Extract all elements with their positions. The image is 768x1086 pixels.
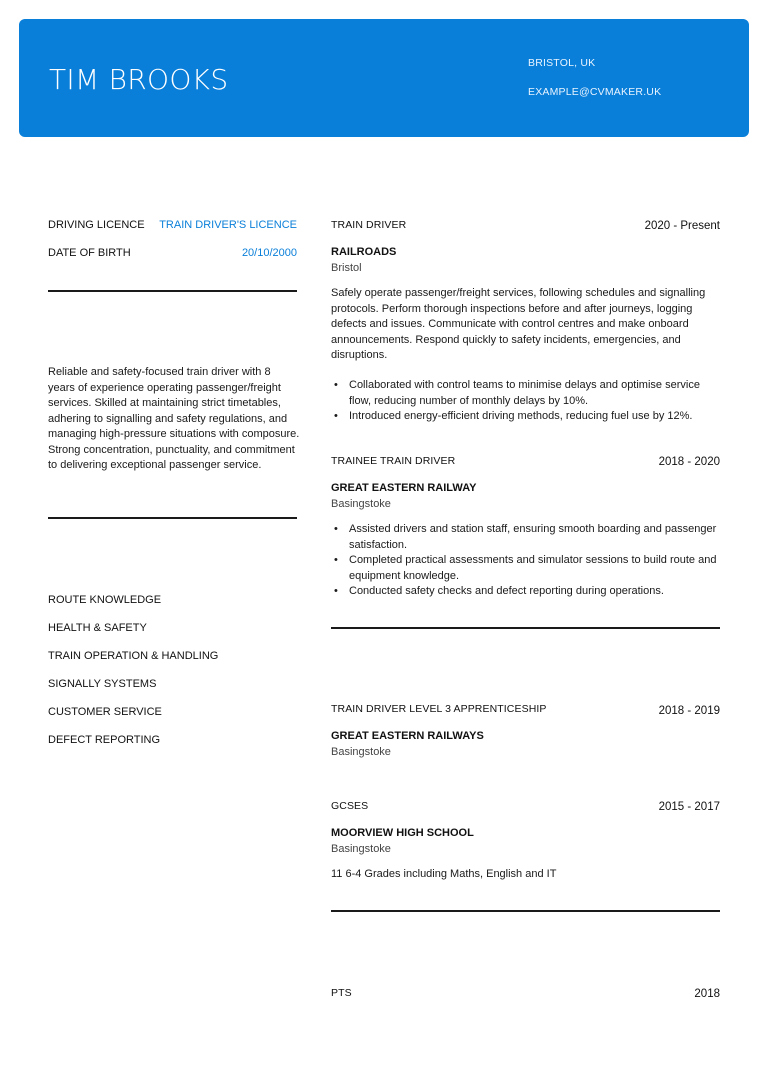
skills-list <box>48 593 218 761</box>
skill-item: SIGNALLY SYSTEMS <box>48 678 157 690</box>
job-dates: 2018 - 2020 <box>658 456 720 468</box>
info-value: TRAIN DRIVER'S LICENCE <box>159 219 297 231</box>
skill-item: ROUTE KNOWLEDGE <box>48 594 162 606</box>
info-label: DATE OF BIRTH <box>48 247 131 259</box>
section-divider <box>331 910 720 912</box>
header-banner <box>19 19 749 137</box>
skill-item: HEALTH & SAFETY <box>48 622 147 634</box>
company-city: Bristol <box>331 262 362 274</box>
skill-item: TRAIN OPERATION & HANDLING <box>48 650 219 662</box>
job-title: TRAIN DRIVER <box>331 219 407 231</box>
section-divider <box>48 290 297 292</box>
institution-city: Basingstoke <box>331 746 391 758</box>
education-note: 11 6-4 Grades including Maths, English and IT <box>331 868 557 880</box>
job-dates: 2020 - Present <box>644 220 720 232</box>
institution-city: Basingstoke <box>331 843 391 855</box>
education-title: TRAIN DRIVER LEVEL 3 APPRENTICESHIP <box>331 703 547 715</box>
candidate-name: TIM BROOKS <box>49 63 229 96</box>
job-achievements <box>331 378 723 425</box>
certificate-title: PTS <box>331 987 352 999</box>
education-title: GCSES <box>331 800 369 812</box>
education-dates: 2015 - 2017 <box>658 801 720 813</box>
skill-item: CUSTOMER SERVICE <box>48 706 162 718</box>
list-item: • Conducted safety checks and defect reporting during operations. <box>331 584 723 600</box>
work-experience-heading: WORK EXPERIENCE <box>330 176 465 198</box>
additional-info-heading: ADDITIONAL INFO <box>48 176 170 198</box>
institution-name: GREAT EASTERN RAILWAYS <box>331 730 484 742</box>
skills-heading: SKILLS <box>48 550 111 572</box>
job-summary: Safely operate passenger/freight services, following schedules and signalling protocols. Perform thorough inspections before and after journeys, logging defects and issues. Communicate with control centres and make onboard announcements. Respond quickly to safety incidents, emergencies, and disruptions. <box>331 287 706 361</box>
certificate-year: 2018 <box>694 988 720 1000</box>
education-heading: EDUCATION <box>330 661 420 683</box>
job-achievements <box>331 522 723 600</box>
list-item: • Collaborated with control teams to minimise delays and optimise service flow, reducing number of monthly delays by 10%. <box>331 378 723 409</box>
list-item: • Assisted drivers and station staff, ensuring smooth boarding and passenger satisfaction. <box>331 522 723 553</box>
certificates-heading: CERTIFICATES <box>330 944 435 966</box>
email-link[interactable]: EXAMPLE@CVMAKER.UK <box>528 86 662 98</box>
about-heading: ABOUT <box>48 323 111 345</box>
section-divider <box>48 517 297 519</box>
about-text: Reliable and safety-focused train driver with 8 years of experience operating passenger/freight services. Skilled at maintaining strict timetables, adhering to signalling and safety regulations, and managing high-pressure situations with composure. Strong concentration, punctuality, and commitment to delivering exceptional passenger service. <box>48 366 300 471</box>
list-item: • Introduced energy-efficient driving methods, reducing fuel use by 12%. <box>331 409 723 425</box>
section-divider <box>331 627 720 629</box>
company-city: Basingstoke <box>331 498 391 510</box>
info-label: DRIVING LICENCE <box>48 219 145 231</box>
education-dates: 2018 - 2019 <box>658 705 720 717</box>
institution-name: MOORVIEW HIGH SCHOOL <box>331 827 474 839</box>
company-name: GREAT EASTERN RAILWAY <box>331 482 477 494</box>
list-item: • Completed practical assessments and simulator sessions to build route and equipment knowledge. <box>331 553 723 584</box>
location-text: BRISTOL, UK <box>528 57 596 69</box>
job-title: TRAINEE TRAIN DRIVER <box>331 455 456 467</box>
company-name: RAILROADS <box>331 246 397 258</box>
skill-item: DEFECT REPORTING <box>48 734 161 746</box>
info-value: 20/10/2000 <box>241 247 297 259</box>
